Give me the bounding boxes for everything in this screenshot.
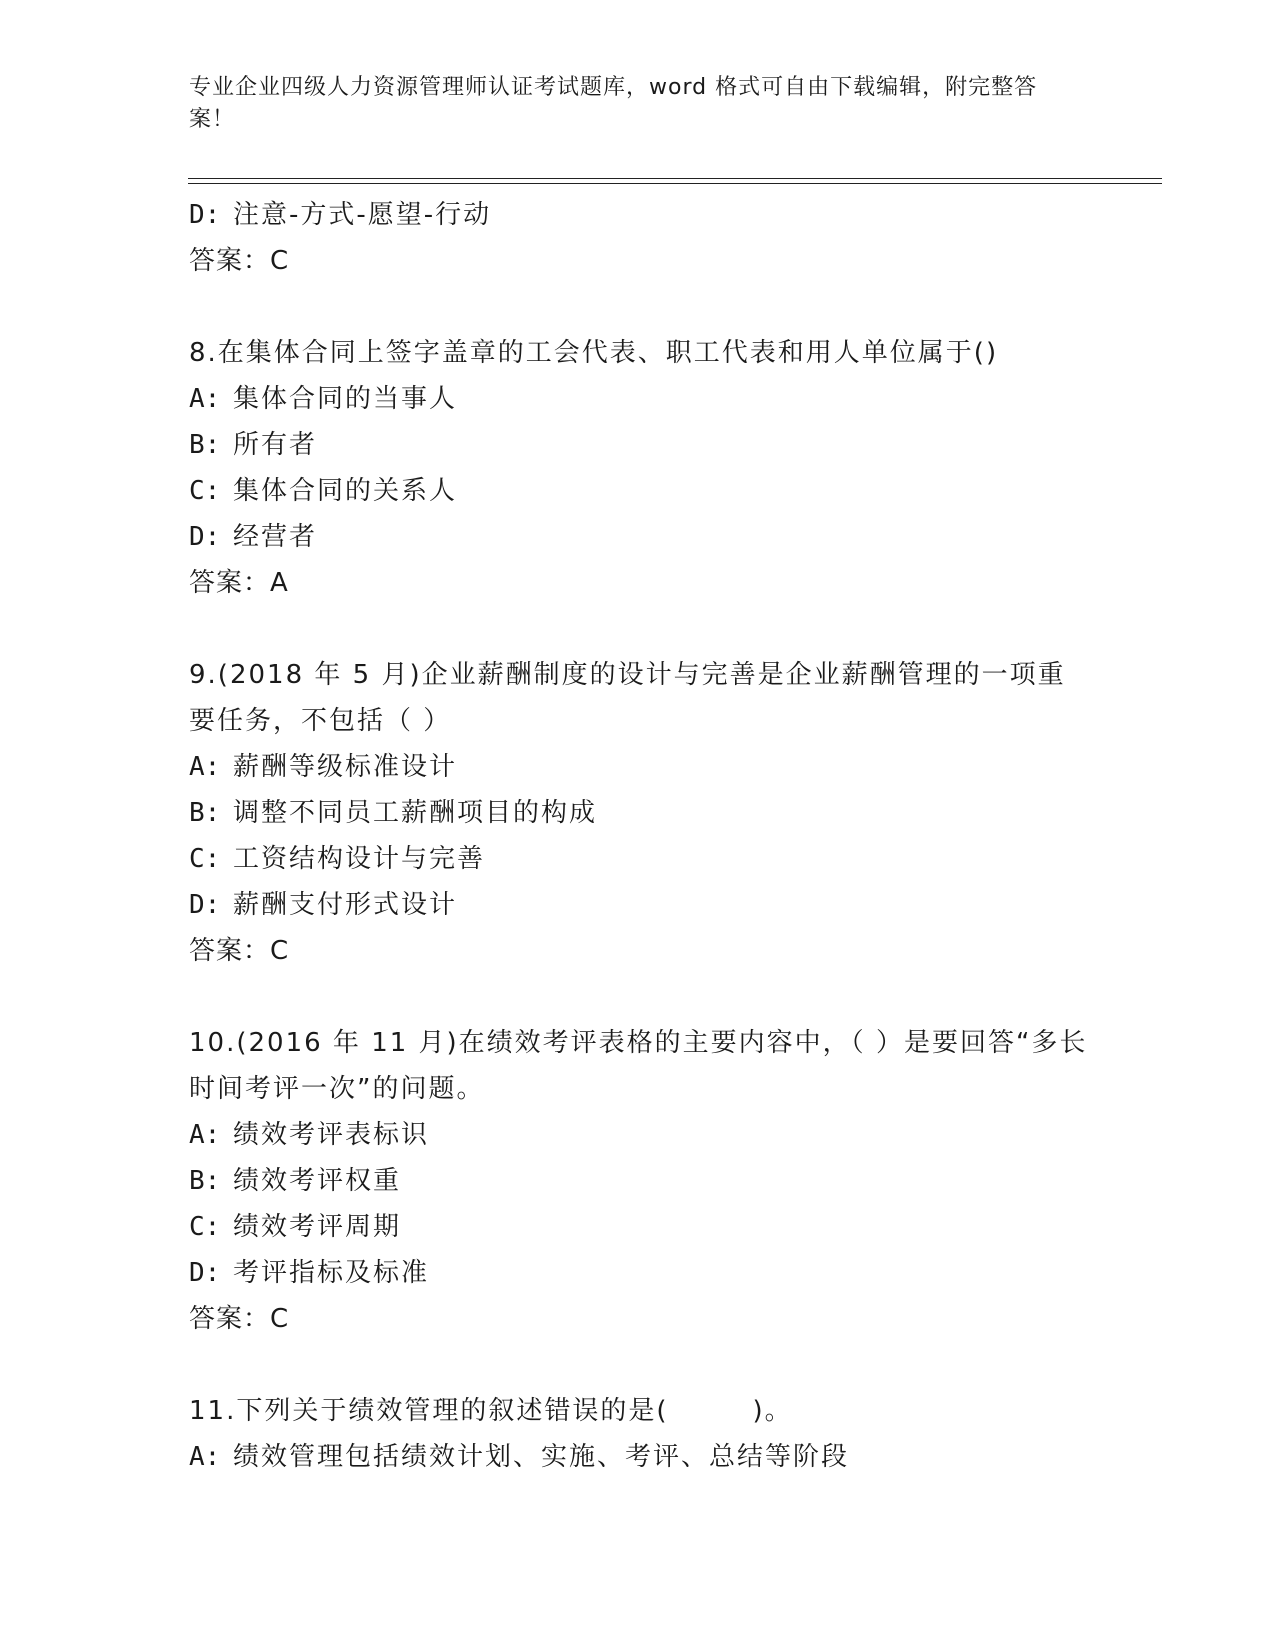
option-letter: A:: [189, 1120, 221, 1150]
option-a: [189, 744, 1089, 790]
option-letter: D:: [189, 890, 221, 920]
option-letter: C:: [189, 1212, 221, 1242]
option-text: 绩效考评权重: [233, 1166, 402, 1196]
option-a: [189, 1112, 1089, 1158]
option-text: 绩效考评表标识: [233, 1120, 430, 1150]
option-text: 薪酬支付形式设计: [233, 890, 458, 920]
option-c: [189, 836, 1089, 882]
option-d: [189, 1250, 1089, 1296]
option-c: [189, 1204, 1089, 1250]
option-letter: B:: [189, 430, 221, 460]
option-b: [189, 1158, 1089, 1204]
option-a: [189, 1434, 1089, 1480]
question-stem-10: 10.(2016 年 11 月)在绩效考评表格的主要内容中，（ ）是要回答“多长时间考评一次”的问题。: [189, 1028, 1088, 1104]
question-stem-8: 8.在集体合同上签字盖章的工会代表、职工代表和用人单位属于(): [189, 338, 999, 368]
option-letter: D:: [189, 1258, 221, 1288]
question-stem-9: 9.(2018 年 5 月)企业薪酬制度的设计与完善是企业薪酬管理的一项重要任务，不包括（ ）: [189, 660, 1066, 736]
option-c: [189, 468, 1089, 514]
option-d: [189, 514, 1089, 560]
option-d: [189, 192, 1089, 238]
option-text: 工资结构设计与完善: [233, 844, 486, 874]
answer-line: 答案：C: [189, 246, 290, 276]
option-letter: D:: [189, 200, 221, 230]
header-divider-bottom: [188, 183, 1162, 184]
option-text: 绩效管理包括绩效计划、实施、考评、总结等阶段: [233, 1442, 850, 1472]
option-text: 注意-方式-愿望-行动: [233, 200, 492, 230]
option-b: [189, 790, 1089, 836]
answer-line: 答案：C: [189, 1304, 290, 1334]
question-list: [189, 192, 1089, 1480]
answer-line: 答案：C: [189, 936, 290, 966]
option-text: 所有者: [233, 430, 318, 460]
answer-line: 答案：A: [189, 568, 289, 598]
option-letter: C:: [189, 476, 221, 506]
option-letter: C:: [189, 844, 221, 874]
option-text: 绩效考评周期: [233, 1212, 402, 1242]
option-d: [189, 882, 1089, 928]
option-text: 集体合同的当事人: [233, 384, 458, 414]
option-letter: B:: [189, 798, 221, 828]
option-letter: A:: [189, 1442, 221, 1472]
spacer: [189, 606, 1089, 652]
option-text: 经营者: [233, 522, 318, 552]
option-letter: D:: [189, 522, 221, 552]
option-b: [189, 422, 1089, 468]
question-stem-11: 11.下列关于绩效管理的叙述错误的是( )。: [189, 1396, 793, 1426]
header-divider-top: [188, 178, 1162, 179]
spacer: [189, 974, 1089, 1020]
spacer: [189, 1342, 1089, 1388]
option-letter: A:: [189, 384, 221, 414]
option-text: 集体合同的关系人: [233, 476, 458, 506]
page-header: 专业企业四级人力资源管理师认证考试题库，word 格式可自由下载编辑，附完整答案！: [189, 75, 1038, 132]
option-letter: B:: [189, 1166, 221, 1196]
option-letter: A:: [189, 752, 221, 782]
option-text: 调整不同员工薪酬项目的构成: [233, 798, 598, 828]
option-text: 薪酬等级标准设计: [233, 752, 458, 782]
option-text: 考评指标及标准: [233, 1258, 430, 1288]
spacer: [189, 284, 1089, 330]
option-a: [189, 376, 1089, 422]
